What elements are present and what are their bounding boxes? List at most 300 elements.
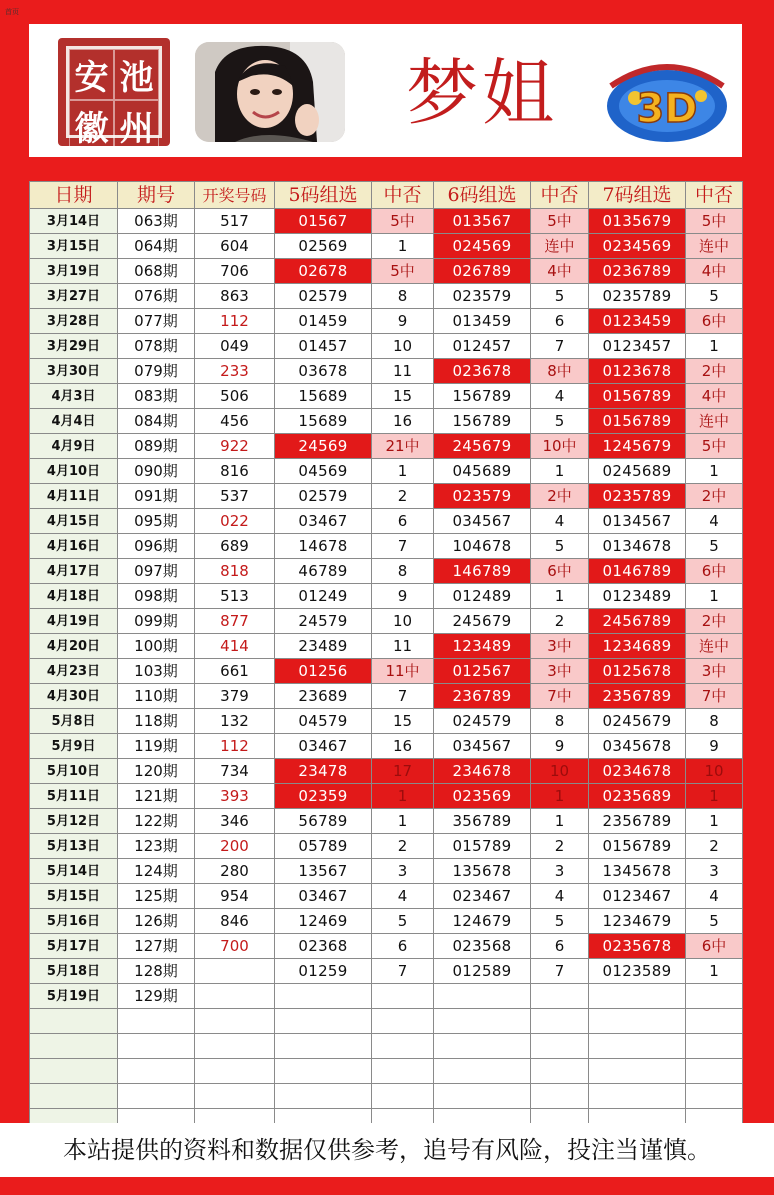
draw-number-cell: 700	[195, 934, 275, 959]
six-result-cell: 7中	[531, 684, 589, 709]
issue-cell: 095期	[118, 509, 195, 534]
empty-cell	[434, 1084, 531, 1109]
six-result-cell: 1	[531, 809, 589, 834]
five-result-cell: 7	[372, 534, 434, 559]
six-result-cell: 5	[531, 284, 589, 309]
seven-result-cell: 1	[686, 584, 743, 609]
seven-code-cell: 0235689	[589, 784, 686, 809]
issue-cell: 124期	[118, 859, 195, 884]
seven-code-cell: 0123489	[589, 584, 686, 609]
six-code-cell	[434, 984, 531, 1009]
date-cell: 3月14日	[30, 209, 118, 234]
five-code-cell: 01259	[275, 959, 372, 984]
table-row	[30, 484, 743, 509]
issue-cell: 084期	[118, 409, 195, 434]
empty-cell	[195, 1034, 275, 1059]
draw-number-cell	[195, 959, 275, 984]
five-code-cell: 13567	[275, 859, 372, 884]
empty-cell	[686, 1034, 743, 1059]
draw-number-cell: 346	[195, 809, 275, 834]
seven-result-cell: 3中	[686, 659, 743, 684]
five-result-cell: 1	[372, 809, 434, 834]
column-header-6-code: 6码组选	[434, 182, 531, 209]
seal-char: 安	[69, 49, 114, 100]
empty-cell	[372, 1059, 434, 1084]
five-result-cell: 2	[372, 484, 434, 509]
six-result-cell: 2	[531, 609, 589, 634]
seven-result-cell: 1	[686, 459, 743, 484]
draw-number-cell: 022	[195, 509, 275, 534]
seven-code-cell: 0123589	[589, 959, 686, 984]
column-header-draw: 开奖号码	[195, 182, 275, 209]
five-code-cell: 02359	[275, 784, 372, 809]
six-code-cell: 012457	[434, 334, 531, 359]
table-header-row	[30, 182, 743, 209]
seven-result-cell: 2	[686, 834, 743, 859]
seven-code-cell: 0146789	[589, 559, 686, 584]
five-code-cell: 02678	[275, 259, 372, 284]
five-code-cell: 02579	[275, 284, 372, 309]
six-result-cell: 5	[531, 409, 589, 434]
draw-number-cell: 816	[195, 459, 275, 484]
table-row	[30, 809, 743, 834]
six-result-cell: 6中	[531, 559, 589, 584]
draw-number-cell: 414	[195, 634, 275, 659]
empty-cell	[118, 1059, 195, 1084]
seven-result-cell: 5中	[686, 209, 743, 234]
issue-cell: 127期	[118, 934, 195, 959]
seven-result-cell: 1	[686, 334, 743, 359]
empty-cell	[531, 1009, 589, 1034]
five-result-cell: 6	[372, 934, 434, 959]
five-result-cell: 7	[372, 959, 434, 984]
empty-cell	[30, 1084, 118, 1109]
seven-result-cell: 1	[686, 809, 743, 834]
table-row	[30, 309, 743, 334]
column-header-issue: 期号	[118, 182, 195, 209]
table-row	[30, 459, 743, 484]
date-cell: 4月23日	[30, 659, 118, 684]
seven-result-cell: 连中	[686, 634, 743, 659]
draw-number-cell: 877	[195, 609, 275, 634]
five-code-cell: 01457	[275, 334, 372, 359]
five-result-cell: 4	[372, 884, 434, 909]
six-result-cell: 3中	[531, 634, 589, 659]
five-code-cell: 01459	[275, 309, 372, 334]
seven-result-cell: 5	[686, 909, 743, 934]
avatar-photo	[195, 42, 345, 142]
logo-text: 3D	[636, 86, 698, 132]
table-row	[30, 509, 743, 534]
five-result-cell: 1	[372, 784, 434, 809]
3d-lottery-logo	[601, 56, 733, 146]
six-code-cell: 245679	[434, 434, 531, 459]
seven-code-cell: 0134567	[589, 509, 686, 534]
draw-number-cell: 818	[195, 559, 275, 584]
five-code-cell: 01249	[275, 584, 372, 609]
six-result-cell: 2	[531, 834, 589, 859]
seven-result-cell: 5中	[686, 434, 743, 459]
disclaimer-text: 本站提供的资料和数据仅供参考，追号有风险，投注当谨慎。	[63, 1136, 711, 1164]
table-row	[30, 934, 743, 959]
seven-code-cell: 0125678	[589, 659, 686, 684]
table-row	[30, 384, 743, 409]
issue-cell: 089期	[118, 434, 195, 459]
table-row	[30, 984, 743, 1009]
seven-code-cell: 0135679	[589, 209, 686, 234]
anhui-chizhou-seal	[58, 38, 170, 149]
seven-result-cell: 6中	[686, 309, 743, 334]
five-code-cell: 23489	[275, 634, 372, 659]
empty-cell	[589, 1034, 686, 1059]
seven-result-cell	[686, 984, 743, 1009]
draw-number-cell: 604	[195, 234, 275, 259]
table-row	[30, 359, 743, 384]
six-result-cell: 10中	[531, 434, 589, 459]
six-code-cell: 245679	[434, 609, 531, 634]
issue-cell: 097期	[118, 559, 195, 584]
five-result-cell: 7	[372, 684, 434, 709]
six-result-cell: 6	[531, 934, 589, 959]
six-result-cell: 连中	[531, 234, 589, 259]
empty-cell	[531, 1034, 589, 1059]
draw-number-cell: 513	[195, 584, 275, 609]
seven-result-cell: 5	[686, 284, 743, 309]
date-cell: 5月19日	[30, 984, 118, 1009]
seven-code-cell	[589, 984, 686, 1009]
date-cell: 4月20日	[30, 634, 118, 659]
issue-cell: 091期	[118, 484, 195, 509]
table-row	[30, 859, 743, 884]
six-code-cell: 023579	[434, 284, 531, 309]
empty-cell	[434, 1009, 531, 1034]
empty-cell	[275, 1034, 372, 1059]
five-result-cell: 8	[372, 559, 434, 584]
five-code-cell: 12469	[275, 909, 372, 934]
six-code-cell: 012489	[434, 584, 531, 609]
six-result-cell: 10	[531, 759, 589, 784]
date-cell: 5月9日	[30, 734, 118, 759]
draw-number-cell: 456	[195, 409, 275, 434]
six-result-cell: 3	[531, 859, 589, 884]
seven-code-cell: 0235789	[589, 284, 686, 309]
issue-cell: 077期	[118, 309, 195, 334]
corner-mark: 首页	[5, 8, 19, 16]
six-code-cell: 146789	[434, 559, 531, 584]
table-row	[30, 584, 743, 609]
draw-number-cell: 954	[195, 884, 275, 909]
table-row	[30, 409, 743, 434]
seven-result-cell: 8	[686, 709, 743, 734]
empty-cell	[372, 1034, 434, 1059]
five-code-cell: 14678	[275, 534, 372, 559]
table-row	[30, 834, 743, 859]
table-row	[30, 259, 743, 284]
table-row	[30, 659, 743, 684]
five-code-cell	[275, 984, 372, 1009]
five-code-cell: 01567	[275, 209, 372, 234]
five-result-cell: 15	[372, 709, 434, 734]
table-body	[30, 209, 743, 1134]
issue-cell: 128期	[118, 959, 195, 984]
seven-result-cell: 2中	[686, 609, 743, 634]
six-code-cell: 023678	[434, 359, 531, 384]
empty-cell	[30, 1009, 118, 1034]
five-code-cell: 02368	[275, 934, 372, 959]
seven-code-cell: 1234679	[589, 909, 686, 934]
five-code-cell: 04569	[275, 459, 372, 484]
six-code-cell: 024579	[434, 709, 531, 734]
date-cell: 4月10日	[30, 459, 118, 484]
date-cell: 4月11日	[30, 484, 118, 509]
five-result-cell: 5中	[372, 209, 434, 234]
five-result-cell	[372, 984, 434, 1009]
seven-result-cell: 7中	[686, 684, 743, 709]
seven-result-cell: 9	[686, 734, 743, 759]
date-cell: 4月19日	[30, 609, 118, 634]
empty-cell	[589, 1084, 686, 1109]
empty-cell	[30, 1034, 118, 1059]
seven-code-cell: 0123678	[589, 359, 686, 384]
six-code-cell: 234678	[434, 759, 531, 784]
issue-cell: 064期	[118, 234, 195, 259]
table-row	[30, 609, 743, 634]
empty-cell	[434, 1034, 531, 1059]
seven-code-cell: 0234678	[589, 759, 686, 784]
date-cell: 3月15日	[30, 234, 118, 259]
five-code-cell: 03467	[275, 509, 372, 534]
table-row	[30, 209, 743, 234]
date-cell: 4月9日	[30, 434, 118, 459]
seven-result-cell: 1	[686, 784, 743, 809]
empty-cell	[589, 1009, 686, 1034]
six-code-cell: 135678	[434, 859, 531, 884]
seal-char: 池	[114, 49, 159, 100]
six-result-cell: 7	[531, 959, 589, 984]
issue-cell: 110期	[118, 684, 195, 709]
empty-cell	[275, 1059, 372, 1084]
draw-number-cell: 846	[195, 909, 275, 934]
issue-cell: 103期	[118, 659, 195, 684]
draw-number-cell: 233	[195, 359, 275, 384]
draw-number-cell: 132	[195, 709, 275, 734]
date-cell: 5月17日	[30, 934, 118, 959]
date-cell: 3月29日	[30, 334, 118, 359]
seven-result-cell: 4中	[686, 384, 743, 409]
six-code-cell: 045689	[434, 459, 531, 484]
six-code-cell: 356789	[434, 809, 531, 834]
date-cell: 3月28日	[30, 309, 118, 334]
table-row	[30, 959, 743, 984]
six-code-cell: 015789	[434, 834, 531, 859]
draw-number-cell: 537	[195, 484, 275, 509]
date-cell: 4月15日	[30, 509, 118, 534]
seven-code-cell: 0234569	[589, 234, 686, 259]
six-code-cell: 104678	[434, 534, 531, 559]
prediction-table	[29, 181, 743, 1134]
seven-code-cell: 0345678	[589, 734, 686, 759]
empty-cell	[434, 1059, 531, 1084]
seven-result-cell: 6中	[686, 934, 743, 959]
issue-cell: 129期	[118, 984, 195, 1009]
header-banner	[29, 24, 742, 157]
draw-number-cell: 863	[195, 284, 275, 309]
date-cell: 5月14日	[30, 859, 118, 884]
column-header-5-code: 5码组选	[275, 182, 372, 209]
date-cell: 5月10日	[30, 759, 118, 784]
six-code-cell: 023569	[434, 784, 531, 809]
seven-code-cell: 0123457	[589, 334, 686, 359]
empty-cell	[686, 1009, 743, 1034]
table-row	[30, 634, 743, 659]
five-result-cell: 9	[372, 584, 434, 609]
date-cell: 4月4日	[30, 409, 118, 434]
seven-result-cell: 2中	[686, 359, 743, 384]
six-result-cell: 8中	[531, 359, 589, 384]
date-cell: 5月11日	[30, 784, 118, 809]
five-code-cell: 02579	[275, 484, 372, 509]
seven-result-cell: 5	[686, 534, 743, 559]
issue-cell: 120期	[118, 759, 195, 784]
six-result-cell: 6	[531, 309, 589, 334]
five-code-cell: 02569	[275, 234, 372, 259]
disclaimer-footer	[0, 1123, 774, 1177]
five-code-cell: 23689	[275, 684, 372, 709]
five-result-cell: 3	[372, 859, 434, 884]
seven-result-cell: 6中	[686, 559, 743, 584]
five-result-cell: 5中	[372, 259, 434, 284]
empty-cell	[30, 1059, 118, 1084]
six-result-cell: 2中	[531, 484, 589, 509]
empty-cell	[686, 1084, 743, 1109]
seven-result-cell: 4中	[686, 259, 743, 284]
table-row	[30, 784, 743, 809]
five-code-cell: 23478	[275, 759, 372, 784]
empty-cell	[118, 1084, 195, 1109]
empty-row	[30, 1009, 743, 1034]
six-result-cell: 1	[531, 784, 589, 809]
five-result-cell: 17	[372, 759, 434, 784]
six-code-cell: 023579	[434, 484, 531, 509]
six-result-cell: 4中	[531, 259, 589, 284]
six-result-cell: 8	[531, 709, 589, 734]
six-code-cell: 024569	[434, 234, 531, 259]
six-result-cell: 3中	[531, 659, 589, 684]
date-cell: 5月15日	[30, 884, 118, 909]
draw-number-cell: 506	[195, 384, 275, 409]
table-row	[30, 684, 743, 709]
five-code-cell: 05789	[275, 834, 372, 859]
empty-cell	[589, 1059, 686, 1084]
column-header-date: 日期	[30, 182, 118, 209]
date-cell: 3月27日	[30, 284, 118, 309]
seal-char: 州	[114, 100, 159, 151]
draw-number-cell: 112	[195, 309, 275, 334]
six-code-cell: 012567	[434, 659, 531, 684]
seven-code-cell: 2456789	[589, 609, 686, 634]
six-code-cell: 023568	[434, 934, 531, 959]
five-result-cell: 11中	[372, 659, 434, 684]
seven-code-cell: 1345678	[589, 859, 686, 884]
seven-code-cell: 2356789	[589, 809, 686, 834]
six-code-cell: 013567	[434, 209, 531, 234]
seven-result-cell: 连中	[686, 409, 743, 434]
empty-cell	[195, 1084, 275, 1109]
column-header-5-result: 中否	[372, 182, 434, 209]
table-row	[30, 709, 743, 734]
five-code-cell: 15689	[275, 384, 372, 409]
draw-number-cell: 661	[195, 659, 275, 684]
five-code-cell: 03467	[275, 884, 372, 909]
empty-cell	[275, 1084, 372, 1109]
seven-result-cell: 2中	[686, 484, 743, 509]
date-cell: 4月17日	[30, 559, 118, 584]
draw-number-cell: 200	[195, 834, 275, 859]
empty-cell	[118, 1009, 195, 1034]
five-code-cell: 24569	[275, 434, 372, 459]
seven-code-cell: 0236789	[589, 259, 686, 284]
seven-result-cell: 4	[686, 884, 743, 909]
issue-cell: 118期	[118, 709, 195, 734]
table-row	[30, 759, 743, 784]
five-result-cell: 11	[372, 634, 434, 659]
seven-result-cell: 10	[686, 759, 743, 784]
date-cell: 4月18日	[30, 584, 118, 609]
issue-cell: 090期	[118, 459, 195, 484]
five-result-cell: 5	[372, 909, 434, 934]
five-result-cell: 10	[372, 334, 434, 359]
table-row	[30, 884, 743, 909]
table-row	[30, 734, 743, 759]
empty-cell	[118, 1034, 195, 1059]
five-result-cell: 10	[372, 609, 434, 634]
six-code-cell: 026789	[434, 259, 531, 284]
date-cell: 4月16日	[30, 534, 118, 559]
issue-cell: 083期	[118, 384, 195, 409]
seven-result-cell: 3	[686, 859, 743, 884]
column-header-7-code: 7码组选	[589, 182, 686, 209]
seven-code-cell: 0245689	[589, 459, 686, 484]
seven-code-cell: 0156789	[589, 834, 686, 859]
column-header-7-result: 中否	[686, 182, 743, 209]
issue-cell: 068期	[118, 259, 195, 284]
issue-cell: 125期	[118, 884, 195, 909]
date-cell: 4月3日	[30, 384, 118, 409]
five-result-cell: 16	[372, 409, 434, 434]
six-code-cell: 123489	[434, 634, 531, 659]
table-row	[30, 559, 743, 584]
empty-row	[30, 1084, 743, 1109]
five-result-cell: 1	[372, 459, 434, 484]
empty-cell	[195, 1009, 275, 1034]
seven-code-cell: 2356789	[589, 684, 686, 709]
six-code-cell: 034567	[434, 734, 531, 759]
seven-code-cell: 0245679	[589, 709, 686, 734]
seven-code-cell: 0235789	[589, 484, 686, 509]
issue-cell: 096期	[118, 534, 195, 559]
seven-code-cell: 0156789	[589, 384, 686, 409]
table-row	[30, 534, 743, 559]
five-code-cell: 03467	[275, 734, 372, 759]
issue-cell: 122期	[118, 809, 195, 834]
six-code-cell: 034567	[434, 509, 531, 534]
date-cell: 4月30日	[30, 684, 118, 709]
five-result-cell: 15	[372, 384, 434, 409]
draw-number-cell: 689	[195, 534, 275, 559]
five-result-cell: 16	[372, 734, 434, 759]
draw-number-cell: 112	[195, 734, 275, 759]
seven-code-cell: 0123459	[589, 309, 686, 334]
